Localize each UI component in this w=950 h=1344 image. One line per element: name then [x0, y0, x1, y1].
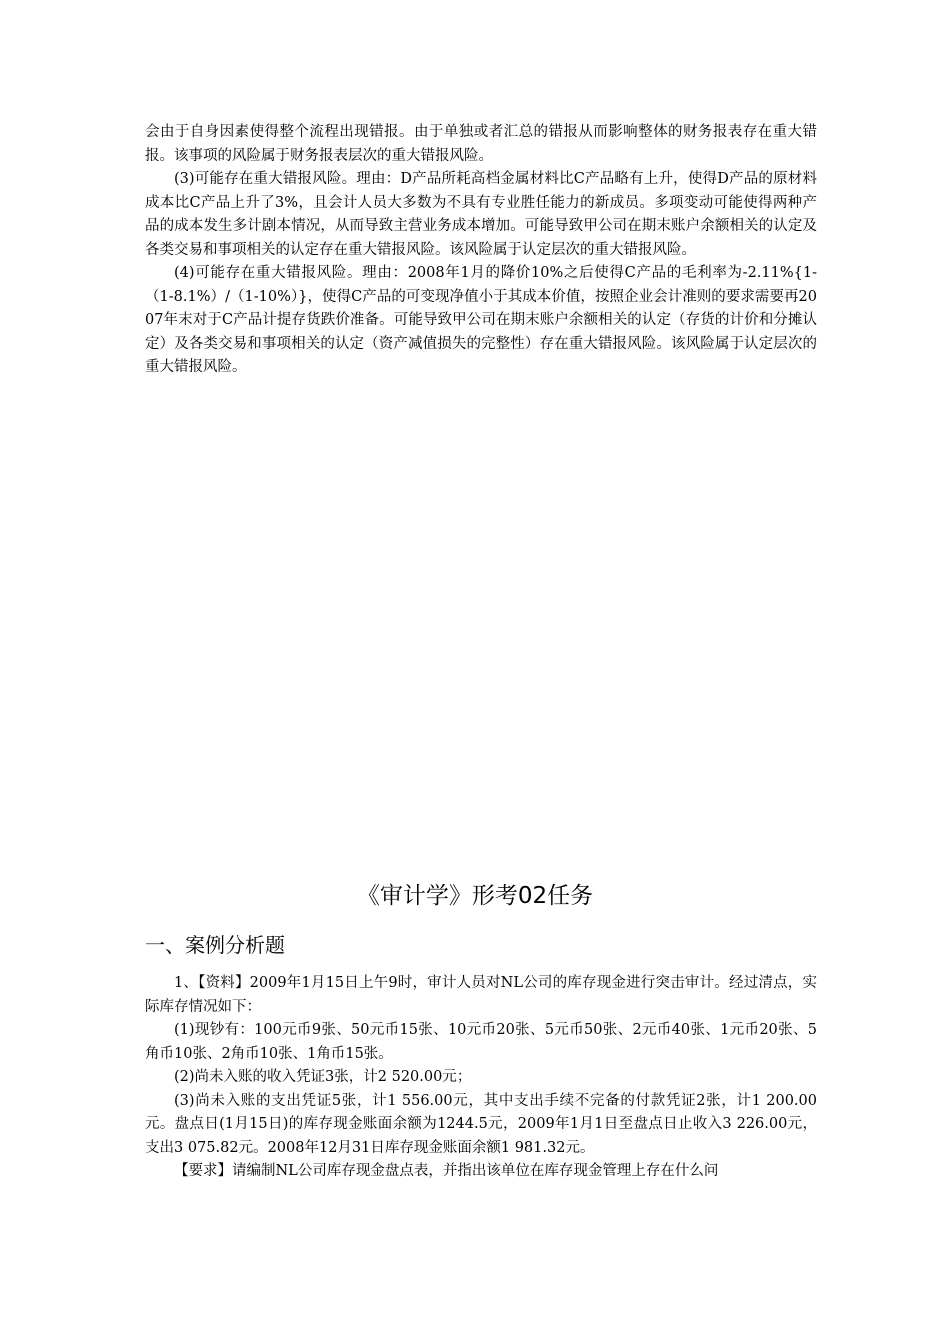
paragraph-risk-conclusion: 会由于自身因素使得整个流程出现错报。由于单独或者汇总的错报从而影响整体的财务报表存在重大错报。该事项的风险属于财务报表层次的重大错报风险。	[145, 124, 817, 164]
paragraph-income-vouchers: (2)尚未入账的收入凭证3张，计2 520.00元；	[174, 1069, 472, 1085]
paragraph-case-material: 1、【资料】2009年1月15日上午9时，审计人员对NL公司的库存现金进行突击审计。经过清点，实际库存情况如下：	[145, 975, 817, 1015]
paragraph-expense-vouchers: (3)尚未入账的支出凭证5张，计1 556.00元，其中支出手续不完备的付款凭证2张，计1 200.00元。盘点日(1月15日)的库存现金账面余额为1244.5元，2009年1月1日至盘点日止收入3 226.00元，支出3 075.82元。2008年12月31日库存现金账面余额1 981.32元。	[145, 1092, 817, 1156]
paragraph-item-3: (3)可能存在重大错报风险。理由：D产品所耗高档金属材料比C产品略有上升，使得D产品的原材料成本比C产品上升了3%，且会计人员大多数为不具有专业胜任能力的新成员。多项变动可能使得两种产品的成本发生多计剧本情况，从而导致主营业务成本增加。可能导致甲公司在期末账户余额相关的认定及各类交易和事项相关的认定存在重大错报风险。该风险属于认定层次的重大错报风险。	[145, 171, 817, 258]
paragraph-item-4: (4)可能存在重大错报风险。理由：2008年1月的降价10%之后使得C产品的毛利率为-2.11%{1-（1-8.1%）/（1-10%）}，使得C产品的可变现净值小于其成本价值，按照企业会计准则的要求需要再2007年末对于C产品计提存货跌价准备。可能导致甲公司在期末账户余额相关的认定（存货的计价和分摊认定）及各类交易和事项相关的认定（资产减值损失的完整性）存在重大错报风险。该风险属于认定层次的重大错报风险。	[145, 265, 817, 375]
case-question-text	[145, 972, 817, 1184]
document-title: 《审计学》形考02任务	[356, 883, 594, 909]
section-heading: 一、案例分析题	[145, 933, 285, 957]
continued-answer-text	[145, 121, 817, 380]
paragraph-requirement: 【要求】请编制NL公司库存现金盘点表，并指出该单位在库存现金管理上存在什么问	[174, 1163, 719, 1179]
paragraph-cash-on-hand: (1)现钞有：100元币9张、50元币15张、10元币20张、5元币50张、2元币40张、1元币20张、5角币10张、2角币10张、1角币15张。	[145, 1022, 817, 1062]
